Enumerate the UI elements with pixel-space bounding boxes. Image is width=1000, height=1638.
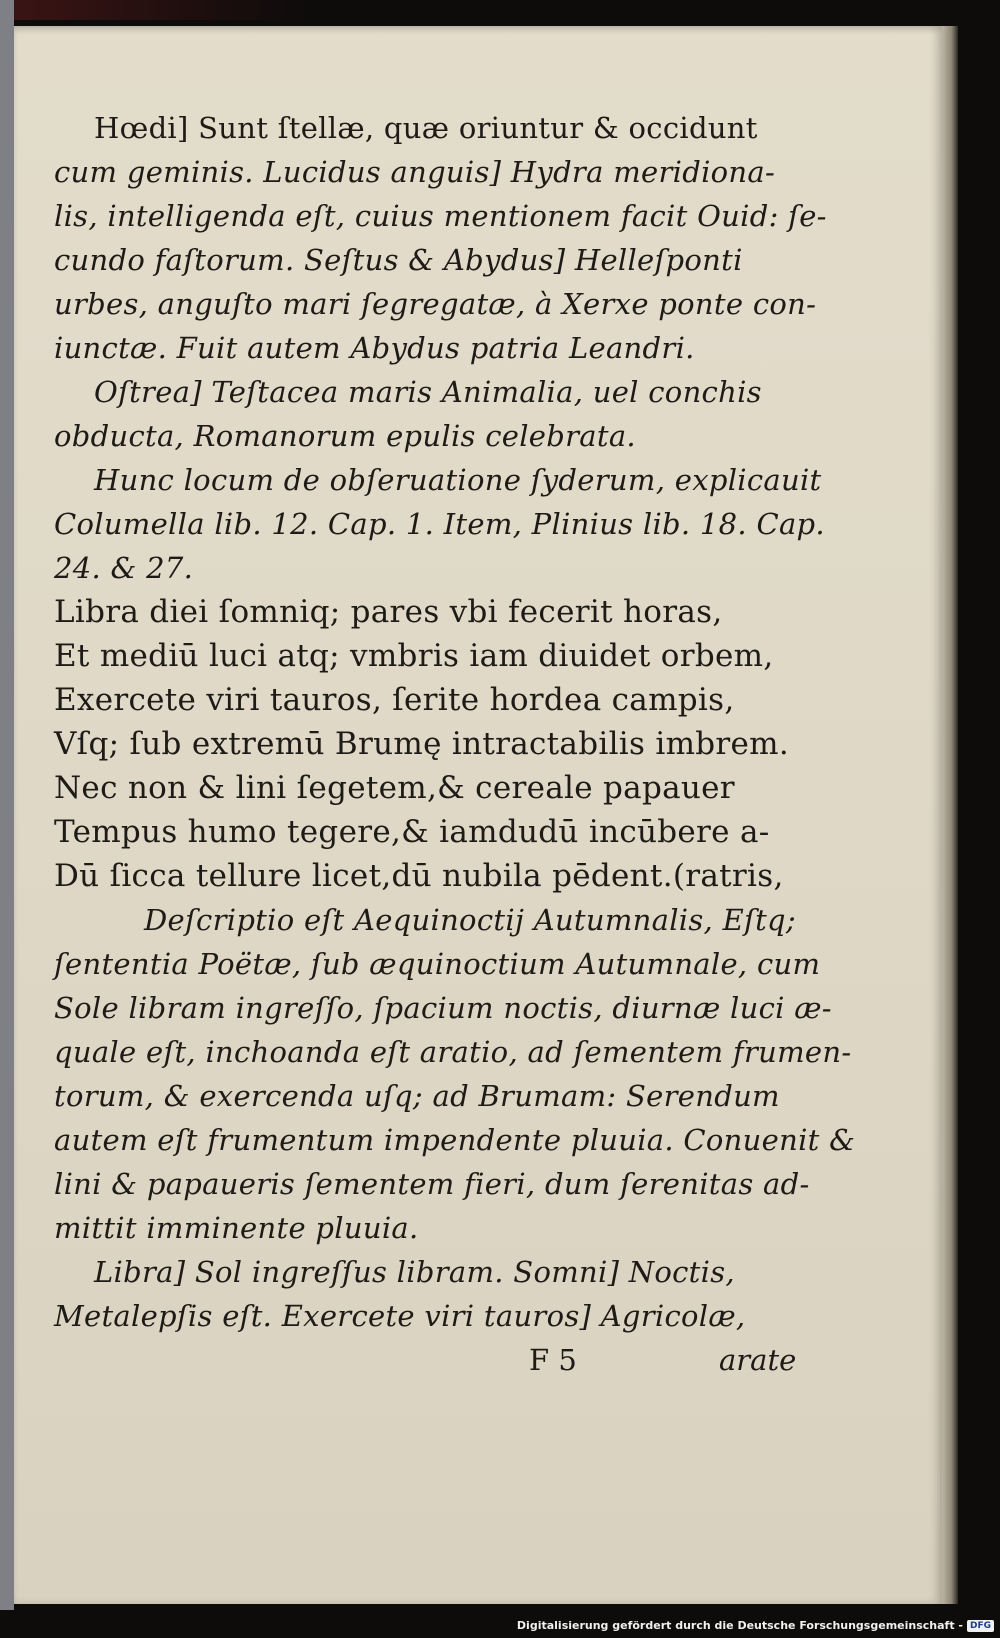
text-line-4: cundo faſtorum. Seſtus & Abydus] Helleſponti [54,243,743,277]
text-line-9: Hunc locum de obſeruatione ſyderum, explicauit [94,463,822,497]
credit-text: Digitalisierung gefördert durch die Deutsche Forschungsgemeinschaft - [516,1619,963,1632]
text-line-5: urbes, anguſto mari ſegregatæ, à Xerxe ponte con- [54,287,817,321]
text-line-1: Hœdi] Sunt ſtellæ, quæ oriuntur & occidunt [94,111,758,145]
text-line-10: Columella lib. 12. Cap. 1. Item, Plinius lib. 18. Cap. [54,507,825,541]
text-line-19: Deſcriptio eſt Aequinoctij Autumnalis, Eſtq; [144,903,796,937]
text-line-22: quale eſt, inchoanda eſt aratio, ad ſementem frumen- [54,1035,852,1069]
book-page [14,26,942,1604]
text-line-28: Metalepſis eſt. Exercete viri tauros] Agricolæ, [54,1299,746,1333]
verse-line-3: Exercete viri tauros, ſerite hordea campis, [54,682,735,718]
text-line-3: lis, intelligenda eſt, cuius mentionem facit Ouid: ſe- [54,199,827,233]
dfg-logo: DFG [967,1620,994,1632]
text-line-21: Sole libram ingreſſo, ſpacium noctis, diurnæ luci æ- [54,991,832,1025]
signature-mark: F 5 [529,1343,577,1377]
text-line-25: lini & papaueris ſementem fieri, dum ſerenitas ad- [54,1167,810,1201]
verse-line-5: Nec non & lini ſegetem,& cereale papauer [54,770,735,806]
text-line-26: mittit imminente pluuia. [54,1211,419,1245]
page-footer-line [54,1338,814,1382]
text-line-11: 24. & 27. [54,551,194,585]
text-line-27: Libra] Sol ingreſſus libram. Somni] Noctis, [94,1255,735,1289]
text-line-8: obducta, Romanorum epulis celebrata. [54,419,636,453]
text-line-24: autem eſt frumentum impendente pluuia. Conuenit & [54,1123,856,1157]
text-line-2: cum geminis. Lucidus anguis] Hydra meridiona- [54,155,776,189]
verse-line-7: Dū ſicca tellure licet,dū nubila pēdent.(ratris, [54,858,784,894]
digitization-credit [517,1619,994,1632]
catchword: arate [719,1343,797,1377]
text-line-20: ſententia Poëtæ, ſub æquinoctium Autumnale, cum [54,947,821,981]
scanner-frame-left [0,0,14,1610]
page-text [54,106,856,1382]
text-line-23: torum, & exercenda uſq; ad Brumam: Serendum [54,1079,780,1113]
verse-line-4: Vſq; ſub extremū Brumę intractabilis imbrem. [54,726,790,762]
page-edge [942,26,958,1604]
text-line-7: Oſtrea] Teſtacea maris Animalia, uel conchis [94,375,762,409]
verse-line-1: Libra diei ſomniq; pares vbi fecerit horas, [54,594,723,630]
scanner-top-strip [14,0,314,20]
text-line-6: iunctæ. Fuit autem Abydus patria Leandri. [54,331,695,365]
verse-line-6: Tempus humo tegere,& iamdudū incūbere a- [54,814,770,850]
verse-line-2: Et mediū luci atq; vmbris iam diuidet orbem, [54,638,774,674]
